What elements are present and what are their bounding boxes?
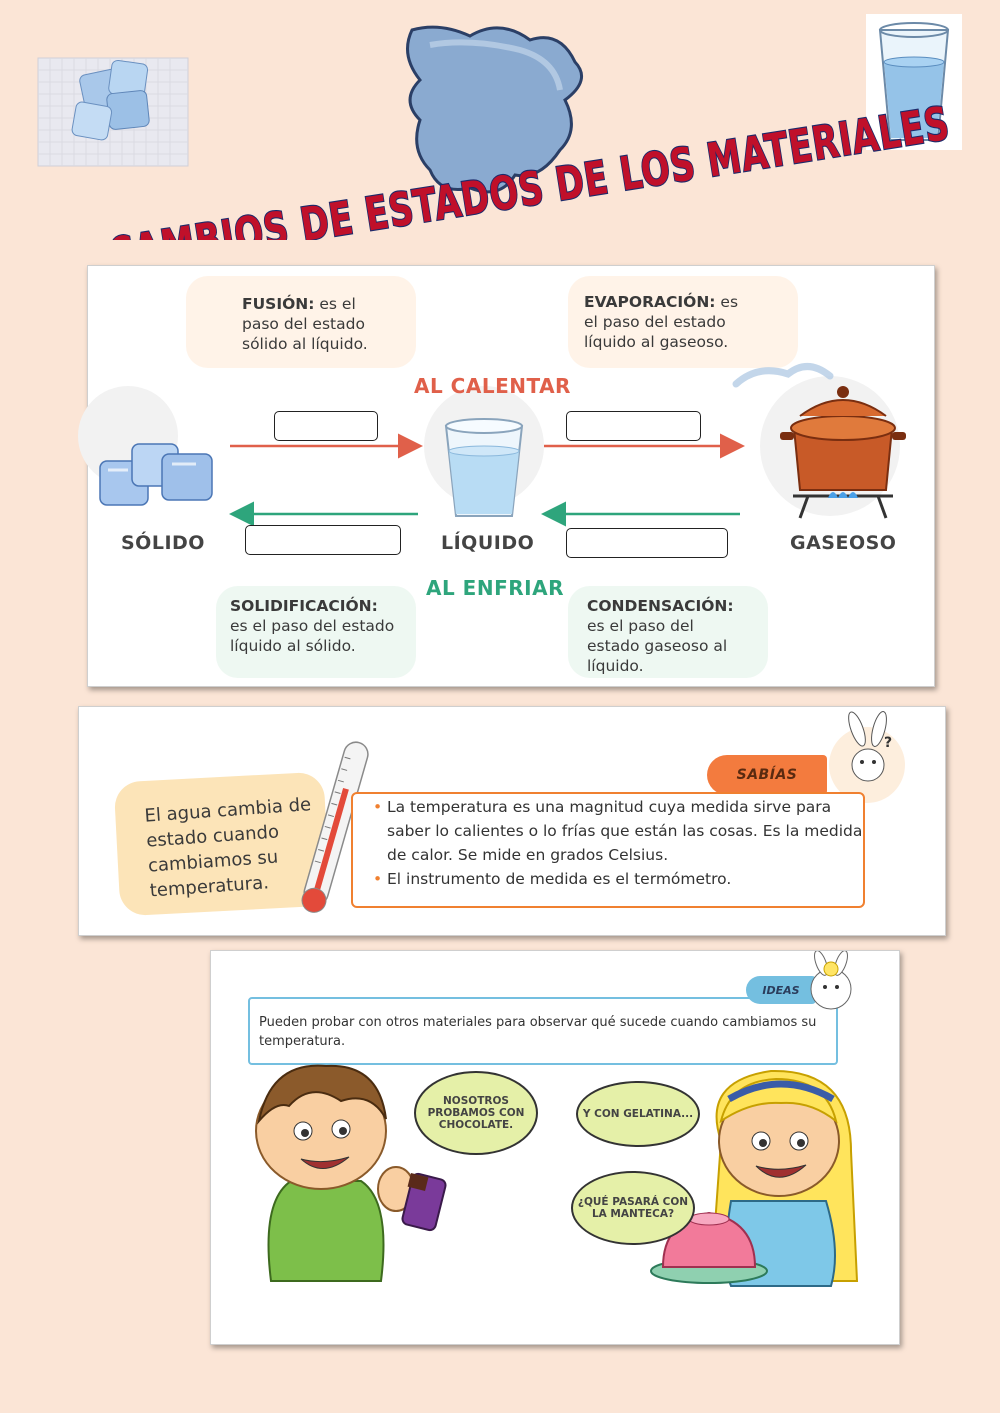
fusion-answer-input[interactable]	[275, 412, 377, 440]
list-item: • El instrumento de medida es el termómetro.	[373, 867, 873, 891]
gas-label: GASEOSO	[790, 532, 897, 554]
condensation-definition: CONDENSACIÓN: es el paso del estado gaseoso al líquido.	[587, 597, 734, 675]
ideas-text: Pueden probar con otros materiales para observar qué sucede cuando cambiamos su temperatura.	[259, 1015, 817, 1049]
solidification-definition: SOLIDIFICACIÓN: es el paso del estado líquido al sólido.	[230, 597, 395, 655]
solidification-answer-input[interactable]	[246, 526, 400, 554]
ideas-tag: IDEAS	[746, 976, 816, 1004]
evaporation-answer-box[interactable]	[566, 411, 701, 441]
fusion-answer-box[interactable]	[274, 411, 378, 441]
liquid-label: LÍQUIDO	[441, 532, 535, 554]
evaporation-answer-input[interactable]	[567, 412, 700, 440]
speech-bubble-manteca: ¿QUÉ PASARÁ CON LA MANTECA?	[571, 1171, 695, 1245]
state-change-diagram	[87, 265, 935, 687]
bunny-lightbulb-icon	[811, 951, 851, 1009]
solid-label: SÓLIDO	[121, 532, 205, 554]
speech-bubble-boy: NOSOTROS PROBAMOS CON CHOCOLATE.	[414, 1071, 538, 1155]
heating-label: AL CALENTAR	[414, 374, 571, 398]
ice-cubes-image	[38, 58, 188, 166]
evaporation-definition: EVAPORACIÓN: es el paso del estado líquido al gaseoso.	[584, 293, 739, 351]
note-text: El agua cambia de estado cuando cambiamos su temperatura.	[143, 794, 312, 902]
fusion-definition: FUSIÓN: es el paso del estado sólido al líquido.	[242, 295, 368, 353]
rabbit-mascot-icon	[829, 710, 905, 803]
glass-icon	[446, 419, 522, 516]
info-list	[373, 795, 873, 891]
ice-cubes-icon	[100, 444, 212, 505]
list-item: • La temperatura es una magnitud cuya medida sirve para saber lo calientes o lo frías que están las cosas. Es la medida de calor. Se mide en grados Celsius.	[373, 795, 873, 867]
sabias-tag: SABÍAS	[707, 755, 827, 795]
condensation-answer-box[interactable]	[566, 528, 728, 558]
header	[0, 0, 1000, 240]
boiling-pot-icon	[736, 366, 906, 518]
condensation-answer-input[interactable]	[567, 529, 727, 557]
temperature-panel	[78, 706, 946, 936]
speech-bubble-gelatina: Y CON GELATINA...	[576, 1081, 700, 1147]
solidification-answer-box[interactable]	[245, 525, 401, 555]
svg-text:?: ?	[884, 735, 893, 751]
cooling-label: AL ENFRIAR	[426, 576, 564, 600]
ideas-panel	[210, 950, 900, 1345]
